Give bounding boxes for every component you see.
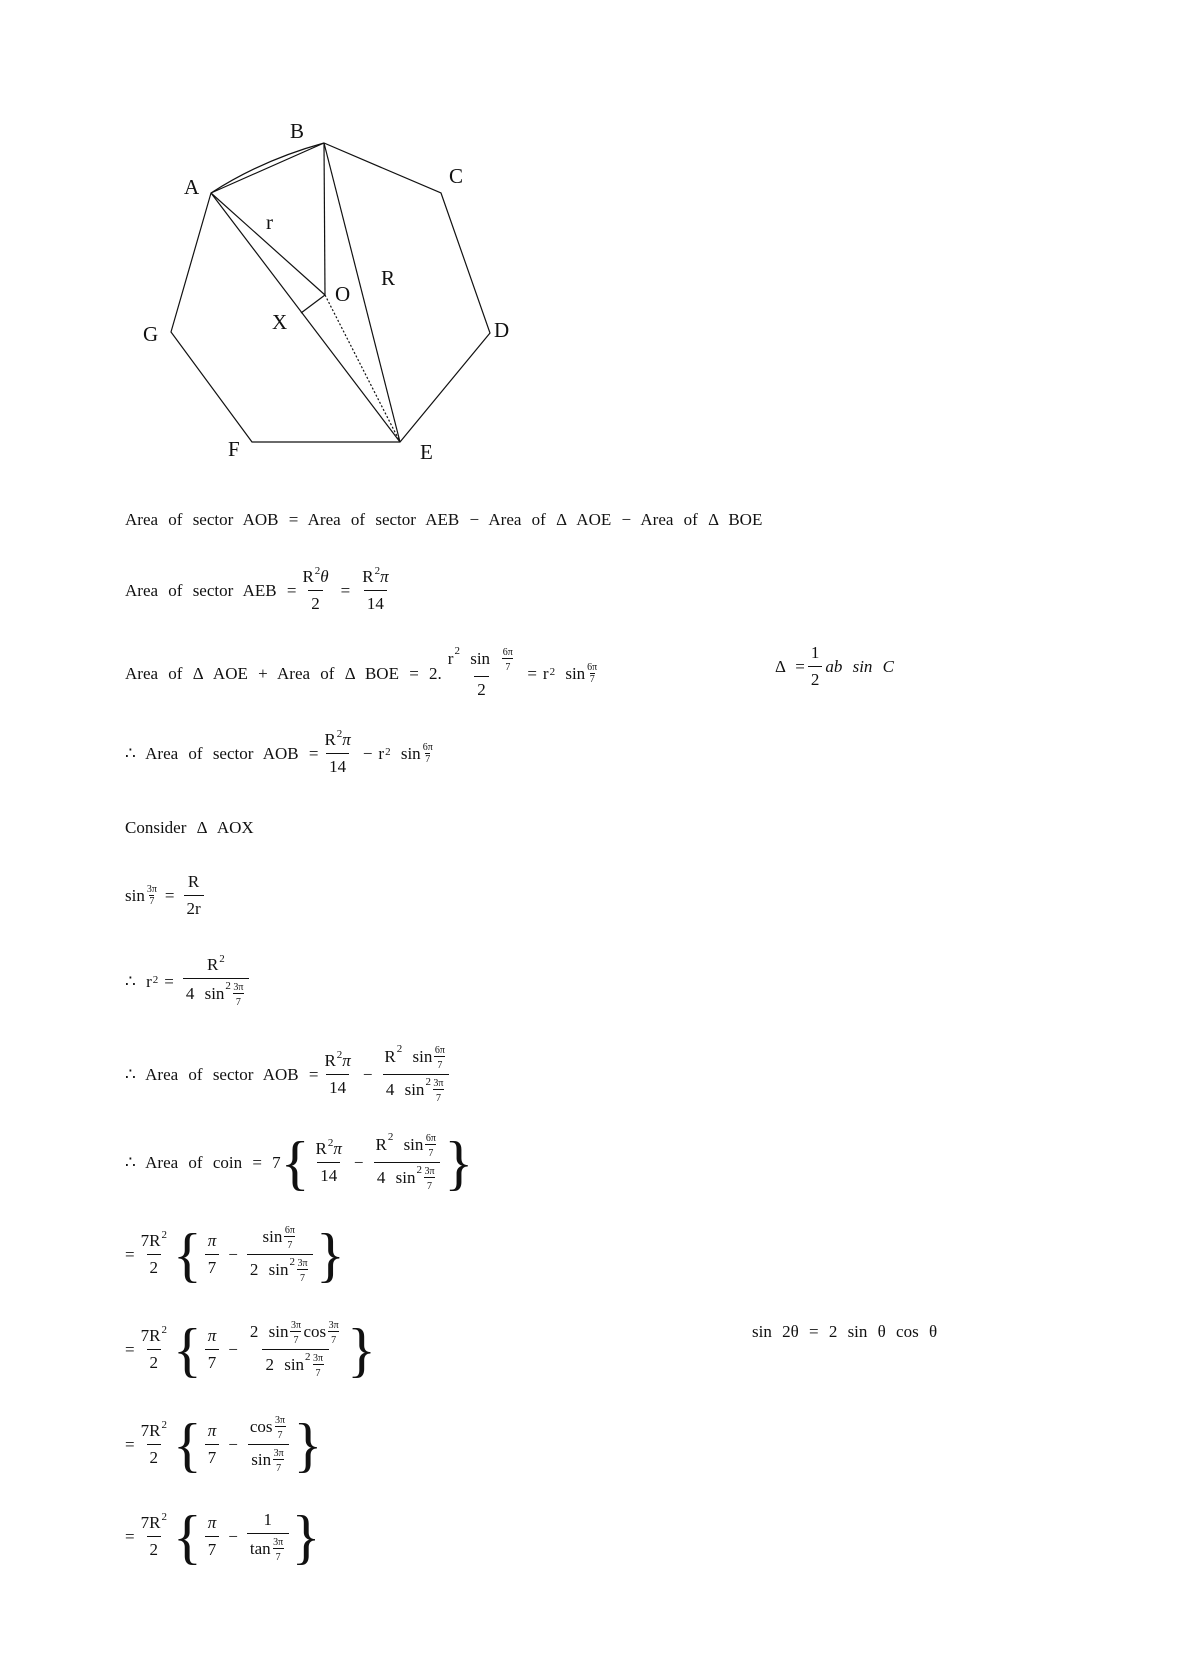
label-c: C xyxy=(449,164,464,188)
l2-frac-1: $\frac{R^2\theta}{2}$ xyxy=(302,565,329,613)
l3-frac: $r^2$ sin $\frac{6\pi}{7}$ 2 xyxy=(447,645,513,699)
line-area-of-coin: ∴ Area of coin = 7 { $\frac{R^2\pi}{14}$ − $R^2$ sin $\frac{6\pi}{7}$ 4 $\sin^2$ $\frac{3\pi}{7}$ } xyxy=(125,1129,474,1196)
line-area-sector-aob-decomposition: Area of sector AOB = Area of sector AEB − Area of Δ AOE − Area of Δ BOE xyxy=(125,510,763,529)
segment-ao xyxy=(211,193,325,295)
l2-frac-2: $\frac{R^2\pi}{14}$ xyxy=(362,565,389,613)
line-coin-step-1: = $\frac{7R^2}{2}$ { $\frac{\pi}{7}$ − sin $\frac{6\pi}{7}$ 2 $\sin^2$ $\frac{3\pi}{7}$ } xyxy=(125,1221,345,1288)
segment-ox xyxy=(301,295,325,313)
heptagon-diagram xyxy=(0,0,600,470)
l3-lhs: Area of Δ AOE + Area of Δ BOE = 2. xyxy=(125,663,442,683)
line-area-sector-aeb: Area of sector AEB = $\frac{R^2\theta}{2}$ = $\frac{R^2\pi}{14}$ xyxy=(125,567,395,614)
line-area-sector-aob-in-r: ∴ Area of sector AOB = $\frac{R^2\pi}{14}$ − $R^2$ sin $\frac{6\pi}{7}$ 4 $\sin^2$ $\frac{3\pi}{7}$ xyxy=(125,1045,453,1104)
line-coin-step-3: = $\frac{7R^2}{2}$ { $\frac{\pi}{7}$ − cos $\frac{3\pi}{7}$ sin $\frac{3\pi}{7}$ } xyxy=(125,1411,323,1478)
label-x: X xyxy=(272,310,288,334)
label-e: E xyxy=(420,440,433,464)
line-r-squared: ∴ r 2 = $R^2$ 4 $\sin^2$ $\frac{3\pi}{7}$ xyxy=(125,955,252,1008)
label-f: F xyxy=(228,437,240,461)
line-area-sector-aob-result: ∴ Area of sector AOB = $\frac{R^2\pi}{14}$ − r 2 sin 6π 7 xyxy=(125,728,433,776)
label-b: B xyxy=(290,119,305,143)
label-g: G xyxy=(143,322,159,346)
segment-oe-dotted xyxy=(325,295,400,442)
line-sin-relation: sin $\frac{3\pi}{7}$ = $\frac{R}{2r}$ xyxy=(125,872,207,919)
side-note-double-angle: sin 2θ = 2 sin θ cos θ xyxy=(752,1322,938,1341)
label-d: D xyxy=(494,318,510,342)
line-area-triangles: Area of Δ AOE + Area of Δ BOE = 2. $r^2$ sin $\frac{6\pi}{7}$ 2 = r 2 sin 6π 7 xyxy=(125,645,598,699)
line-coin-step-2: = $\frac{7R^2}{2}$ { $\frac{\pi}{7}$ − 2 sin $\frac{3\pi}{7}$ cos $\frac{3\pi}{7}$ 2 $\sin^2$ $\frac{3\pi}{7}$ } xyxy=(125,1316,376,1383)
label-a: A xyxy=(184,175,200,199)
line-consider-aox: Consider Δ AOX xyxy=(125,818,254,837)
label-o: O xyxy=(335,282,351,306)
line-coin-step-4: = $\frac{7R^2}{2}$ { $\frac{\pi}{7}$ − 1 tan $\frac{3\pi}{7}$ } xyxy=(125,1503,321,1570)
segment-ae xyxy=(211,193,400,442)
side-note-triangle-area: Δ = $\frac{1}{2}$ ab sin C xyxy=(775,643,895,689)
label-r-small: r xyxy=(266,210,273,234)
segment-bo xyxy=(324,143,325,295)
label-r-large: R xyxy=(381,266,396,290)
l2-lhs: Area of sector AEB = xyxy=(125,580,297,600)
